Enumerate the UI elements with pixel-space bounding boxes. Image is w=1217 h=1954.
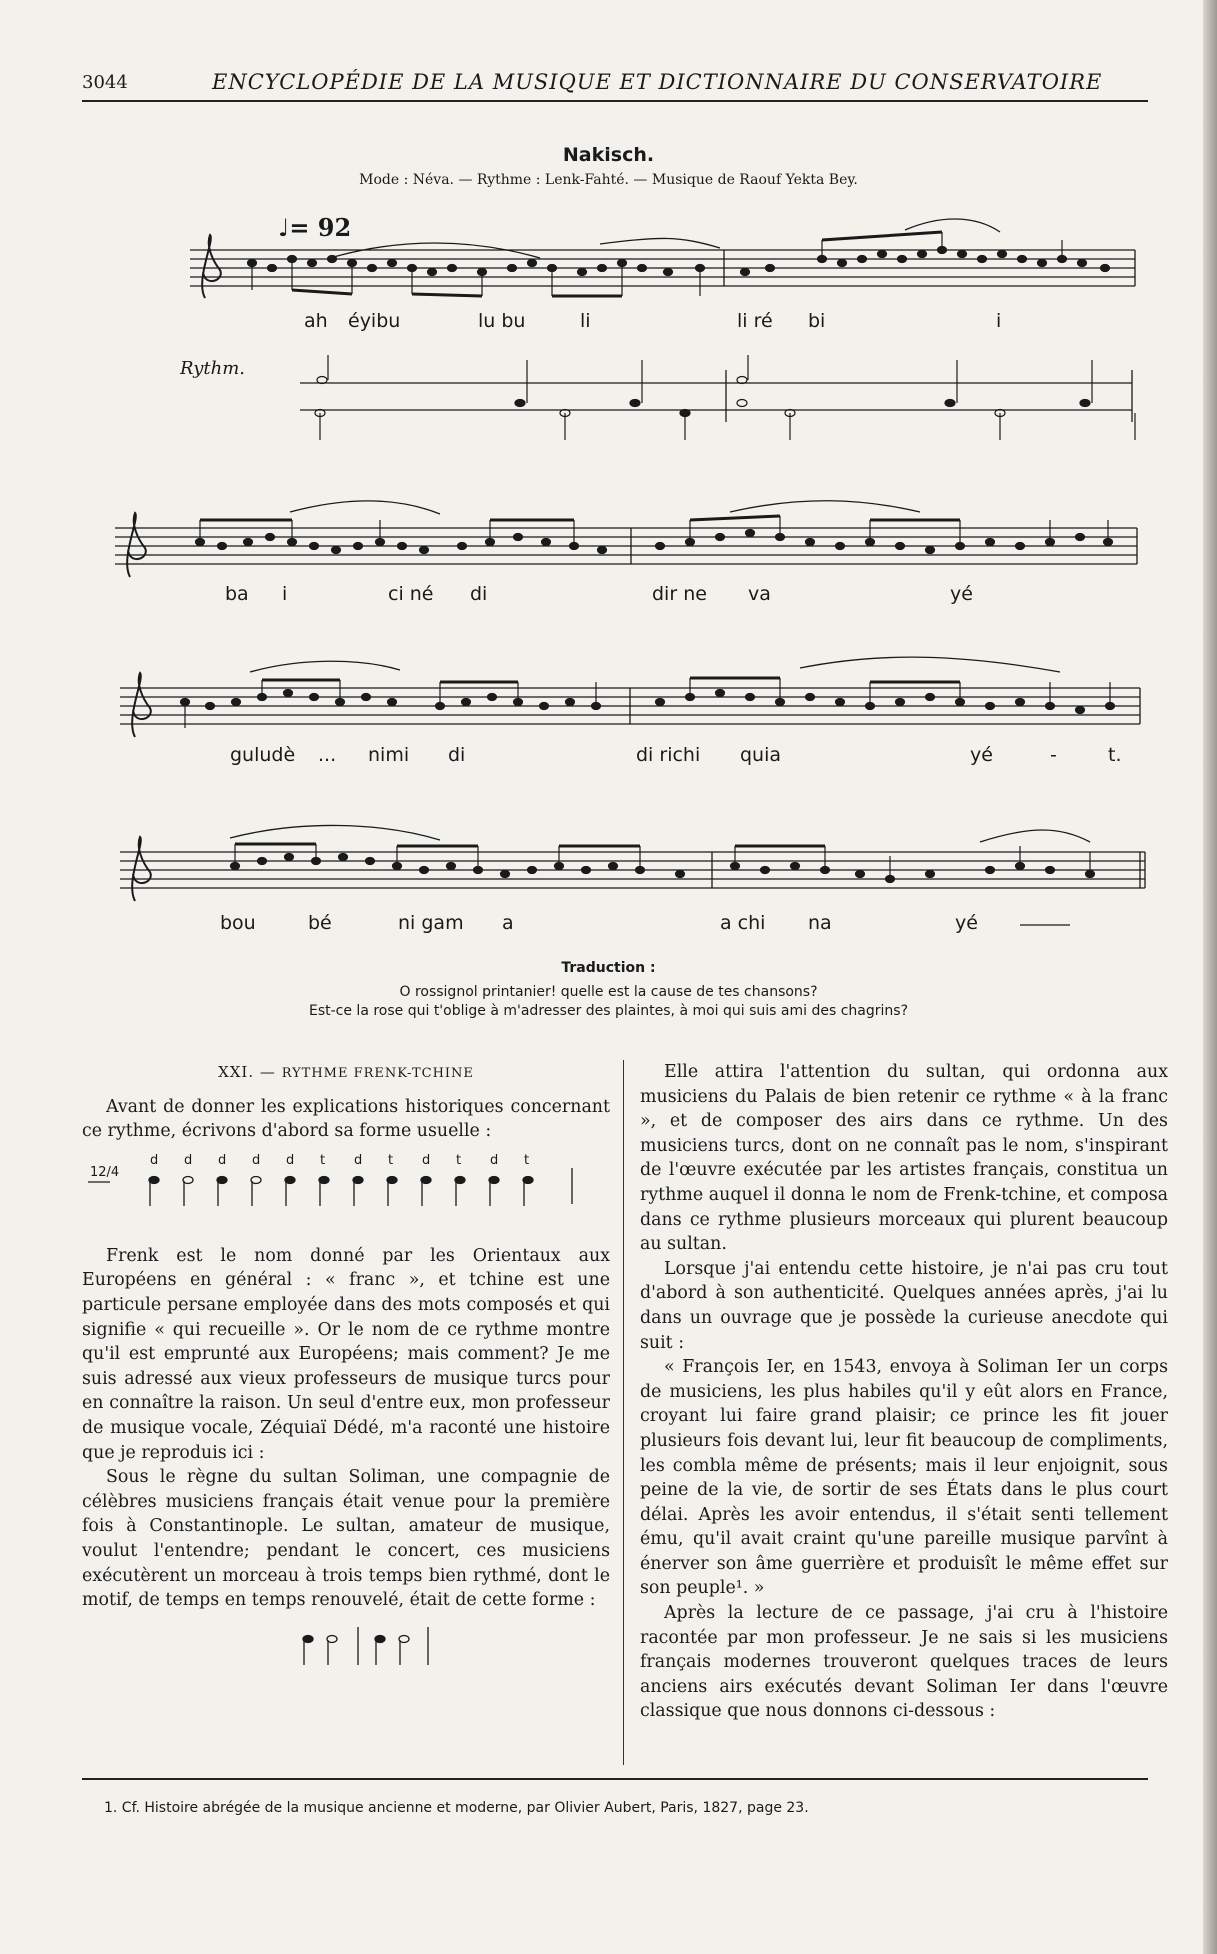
rhythm-syllable: d [286, 1152, 295, 1168]
lyric: na [808, 912, 832, 934]
notes-system-4 [231, 844, 1095, 883]
lyric: yé [950, 583, 973, 605]
footnote-rule [82, 1778, 1148, 1780]
lyric: di [448, 744, 466, 766]
motif-figure [82, 1613, 610, 1673]
lyric: di [470, 583, 488, 605]
body-paragraph: Lorsque j'ai entendu cette histoire, je n'ai pas cru tout d'abord à son authenticité. Quelques années après, j'ai lu dans un ouvrage que je possède la curieuse anecdote qui suit : [640, 1258, 1168, 1353]
lyric: nimi [368, 744, 410, 766]
notes-system-2 [196, 516, 1113, 554]
left-column [82, 1060, 610, 1673]
section-number: XXI. [218, 1063, 255, 1081]
rhythm-syllable: d [150, 1152, 159, 1168]
lyric: ni gam [398, 912, 464, 934]
translation-title: Traduction : [561, 960, 656, 976]
lyric: guludè [230, 744, 296, 766]
footnote: 1. Cf. Histoire abrégée de la musique ancienne et moderne, par Olivier Aubert, Paris, 1827, page 23. [104, 1800, 809, 1816]
body-paragraph: Après la lecture de ce passage, j'ai cru à l'histoire racontée par mon professeur. Je ne sais si les musiciens français modernes trouveront quelques traces de leurs anciens airs exécutés devant Soliman Ier dans l'œuvre classique que nous donnons ci-dessous : [640, 1603, 1168, 1722]
rhythm-syllable: t [456, 1152, 462, 1168]
rhythm-label: Rythm. [180, 358, 246, 379]
lyric: yé [970, 744, 993, 766]
section-title: RYTHME FRENK-TCHINE [281, 1066, 474, 1081]
intro-paragraph: Avant de donner les explications historiques concernant ce rythme, écrivons d'abord sa forme usuelle : [82, 1096, 610, 1142]
lyric: li ré [737, 310, 773, 332]
section-dash: — [259, 1063, 276, 1081]
lyric: va [748, 583, 771, 605]
rhythm-syllable: d [490, 1152, 499, 1168]
rhythm-syllable: d [252, 1152, 261, 1168]
lyric: bou [220, 912, 256, 934]
rhythm-staves [300, 370, 1132, 422]
staff-system-4 [120, 825, 1145, 925]
time-signature: 12/4 [90, 1164, 120, 1180]
running-title: ENCYCLOPÉDIE DE LA MUSIQUE ET DICTIONNAIRE DU CONSERVATOIRE [212, 70, 1103, 94]
lyric: a [502, 912, 514, 934]
body-paragraph: Sous le règne du sultan Soliman, une compagnie de célèbres musiciens français était venue pour la première fois à Constantinople. Le sultan, amateur de musique, voulut l'entendre; pendant le concert, ces musiciens exécutèrent un morceau à trois temps bien rythmé, dont le motif, de temps en temps renouvelé, était de cette forme : [82, 1467, 610, 1611]
lyric: yé [955, 912, 978, 934]
lyric: dir ne [652, 583, 707, 605]
tempo-mark: ♩= 92 [278, 213, 352, 242]
translation-line-2: Est-ce la rose qui t'oblige à m'adresser des plaintes, à moi qui suis ami des chagrins? [308, 1003, 908, 1019]
lyric: ba [225, 583, 249, 605]
rhythm-syllable: t [524, 1152, 530, 1168]
section-heading [82, 1060, 610, 1087]
lyric: i [996, 310, 1002, 332]
lyric: a chi [720, 912, 766, 934]
lyric: bé [308, 912, 332, 934]
rhythm-syllable: d [184, 1152, 193, 1168]
piece-subtitle: Mode : Néva. — Rythme : Lenk-Fahté. — Musique de Raouf Yekta Bey. [359, 172, 858, 188]
lyric: bi [808, 310, 826, 332]
rhythm-syllable: d [354, 1152, 363, 1168]
lyric: di richi [636, 744, 701, 766]
lyric: quia [740, 744, 782, 766]
lyric: ci né [388, 583, 434, 605]
staff-system-3 [120, 657, 1140, 737]
body-paragraph: Elle attira l'attention du sultan, qui ordonna aux musiciens du Palais de bien retenir ce rythme « à la franc », et de composer des airs dans ce rythme. Un des musiciens turcs, dont on ne connaît pas le nom, s'inspirant de l'œuvre exécutée par les artistes français, constitua un rythme auquel il donna le nom de Frenk-tchine, et composa dans ce rythme plusieurs morceaux qui plurent beaucoup au sultan. [640, 1062, 1168, 1255]
rhythm-figure [82, 1144, 610, 1244]
body-paragraph: « François Ier, en 1543, envoya à Soliman Ier un corps de musiciens, les plus habiles qu'il y eût alors en France, croyant lui faire grand plaisir; ce prince les fit jouer plusieurs fois devant lui, leur fit beaucoup de compliments, les combla même de présents; mais il leur enjoignit, sous peine de la vie, de sortir de ses États dans le plus court délai. Après les avoir entendus, il s'était senti tellement ému, qu'il avait craint qu'une pareille musique parvînt à énerver son âme guerrière et produisît le même effet sur son peuple¹. » [640, 1357, 1168, 1599]
page-edge-shadow [1203, 0, 1217, 1954]
column-divider [623, 1060, 624, 1765]
lyric: ... [318, 744, 337, 766]
lyric: t. [1108, 744, 1122, 766]
lyric: éyibu [348, 310, 401, 332]
notes-rhythm [315, 355, 1135, 440]
rhythm-syllable: t [320, 1152, 326, 1168]
rhythm-syllable: d [422, 1152, 431, 1168]
lyric: i [282, 583, 288, 605]
lyric: ah [304, 310, 328, 332]
body-paragraph: Frenk est le nom donné par les Orientaux aux Européens en général : « franc », et tchine est une particule persane employée dans des mots composés et qui signifie « qui recueille ». Or le nom de ce rythme montre qu'il est emprunté aux Européens; mais comment? Je me suis adressé aux vieux professeurs de musique turcs pour en connaître la raison. Un seul d'entre eux, mon professeur de musique vocale, Zéquiaï Dédé, m'a raconté une histoire que je reproduis ici : [82, 1245, 610, 1463]
translation-line-1: O rossignol printanier! quelle est la cause de tes chansons? [399, 984, 818, 1000]
lyric: lu bu [478, 310, 526, 332]
notes-system-3 [181, 678, 1115, 728]
right-column [640, 1060, 1168, 1724]
piece-title: Nakisch. [562, 144, 655, 166]
page-number: 3044 [82, 72, 128, 93]
lyric: - [1050, 744, 1057, 766]
rhythm-syllable: d [218, 1152, 227, 1168]
lyric: li [580, 310, 591, 332]
rhythm-syllable: t [388, 1152, 394, 1168]
